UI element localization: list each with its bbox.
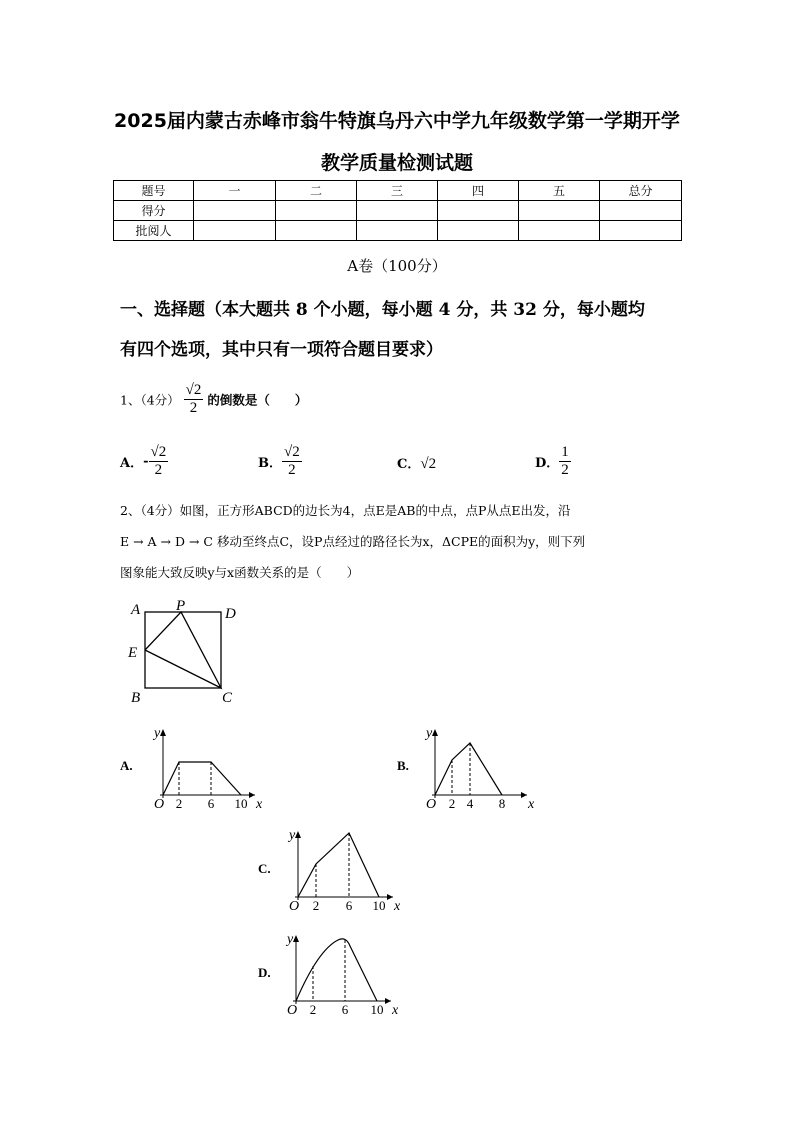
fig-label-a: A — [131, 602, 141, 618]
graph-option-c[interactable] — [258, 828, 401, 914]
option-label: D. — [258, 965, 271, 980]
numerator: √2 — [185, 382, 202, 398]
table-cell: 三 — [357, 181, 438, 201]
tick-label: 6 — [345, 898, 353, 913]
option-label: A. — [120, 758, 133, 773]
y-axis-label: y — [154, 726, 161, 741]
question-2-line2: E → A → D → C 移动至终点C，设P点经过的路径长为x，ΔCPE的面积为y，则下列 — [120, 534, 586, 549]
section-heading-line2: 有四个选项，其中只有一项符合题目要求） — [120, 340, 443, 360]
tick-label: 4 — [466, 796, 474, 811]
tick-label: 6 — [207, 796, 215, 811]
tick-label: 2 — [312, 898, 320, 913]
x-arrow-icon — [387, 894, 393, 900]
tick-label: 6 — [341, 1002, 349, 1017]
y-axis-label: y — [426, 726, 433, 741]
numerator: 1 — [561, 444, 569, 460]
tick-label: 2 — [309, 1002, 317, 1017]
table-cell: 总分 — [600, 181, 682, 201]
title-line1: 2025届内蒙古赤峰市翁牛特旗乌丹六中学九年级数学第一学期开学 — [114, 110, 680, 132]
tick-label: 8 — [498, 796, 506, 811]
question-2-line1: 2、（4分）如图，正方形ABCD的边长为4，点E是AB的中点，点P从点E出发，沿 — [120, 503, 571, 518]
origin-label: O — [287, 1003, 298, 1018]
section-heading-line1: 一、选择题（本大题共 8 个小题，每小题 4 分，共 32 分，每小题均 — [120, 300, 645, 320]
numerator: √2 — [150, 444, 167, 460]
origin-label: O — [289, 899, 300, 914]
y-arrow-icon — [160, 729, 166, 736]
tick-label: 10 — [234, 796, 248, 811]
x-arrow-icon — [385, 998, 391, 1004]
fig-label-b: B — [131, 690, 141, 706]
x-arrow-icon — [521, 792, 527, 798]
graph-option-a[interactable] — [120, 726, 263, 812]
y-axis-label: y — [289, 828, 296, 843]
x-axis-label: x — [256, 797, 263, 812]
tick-label: 10 — [370, 1002, 384, 1017]
tick-label: 2 — [448, 796, 456, 811]
y-arrow-icon — [295, 831, 301, 838]
table-cell: 五 — [519, 181, 600, 201]
graph-option-b[interactable] — [397, 726, 535, 812]
table-cell: 批阅人 — [114, 221, 194, 241]
origin-label: O — [426, 797, 437, 812]
fig-label-p: P — [176, 598, 186, 614]
tick-label: 10 — [372, 898, 386, 913]
question-text: 的倒数是（ ） — [207, 392, 308, 408]
denominator: 2 — [288, 462, 296, 478]
fig-label-c: C — [222, 690, 233, 706]
function-curve — [163, 762, 241, 795]
graph-option-d[interactable] — [258, 932, 399, 1018]
question-2-line3: 图象能大致反映y与x函数关系的是（ ） — [120, 565, 360, 580]
square-figure — [145, 612, 221, 688]
option-label: B. — [397, 758, 409, 773]
x-axis-label: x — [392, 1003, 399, 1018]
fig-label-e: E — [128, 645, 138, 661]
y-axis-label: y — [287, 932, 294, 947]
origin-label: O — [154, 797, 165, 812]
y-arrow-icon — [293, 935, 299, 942]
x-arrow-icon — [249, 792, 255, 798]
tick-label: 2 — [175, 796, 183, 811]
table-cell: 得分 — [114, 201, 194, 221]
x-axis-label: x — [528, 797, 535, 812]
option-label: C． — [397, 457, 421, 472]
denominator: 2 — [154, 462, 163, 478]
function-curve — [435, 743, 502, 795]
y-arrow-icon — [432, 729, 438, 736]
x-axis-label: x — [394, 899, 401, 914]
option-label: B． — [258, 456, 282, 471]
function-curve — [296, 939, 377, 1001]
denominator: 2 — [561, 462, 569, 478]
title-line2: 教学质量检测试题 — [320, 152, 473, 174]
question-number: 1、（4分） — [120, 392, 180, 408]
fig-label-d: D — [225, 606, 236, 622]
table-cell: 二 — [276, 181, 357, 201]
table-cell: 一 — [194, 181, 276, 201]
option-label: D． — [535, 456, 560, 471]
volume-heading: A卷（100分） — [347, 257, 447, 275]
minus-sign: - — [143, 454, 149, 469]
option-value: √2 — [420, 456, 437, 472]
option-label: C. — [258, 861, 271, 876]
numerator: √2 — [284, 444, 300, 460]
denominator: 2 — [189, 400, 198, 416]
table-cell: 四 — [438, 181, 519, 201]
option-label: A． — [120, 456, 144, 471]
function-curve — [298, 833, 379, 897]
table-cell: 题号 — [114, 181, 194, 201]
